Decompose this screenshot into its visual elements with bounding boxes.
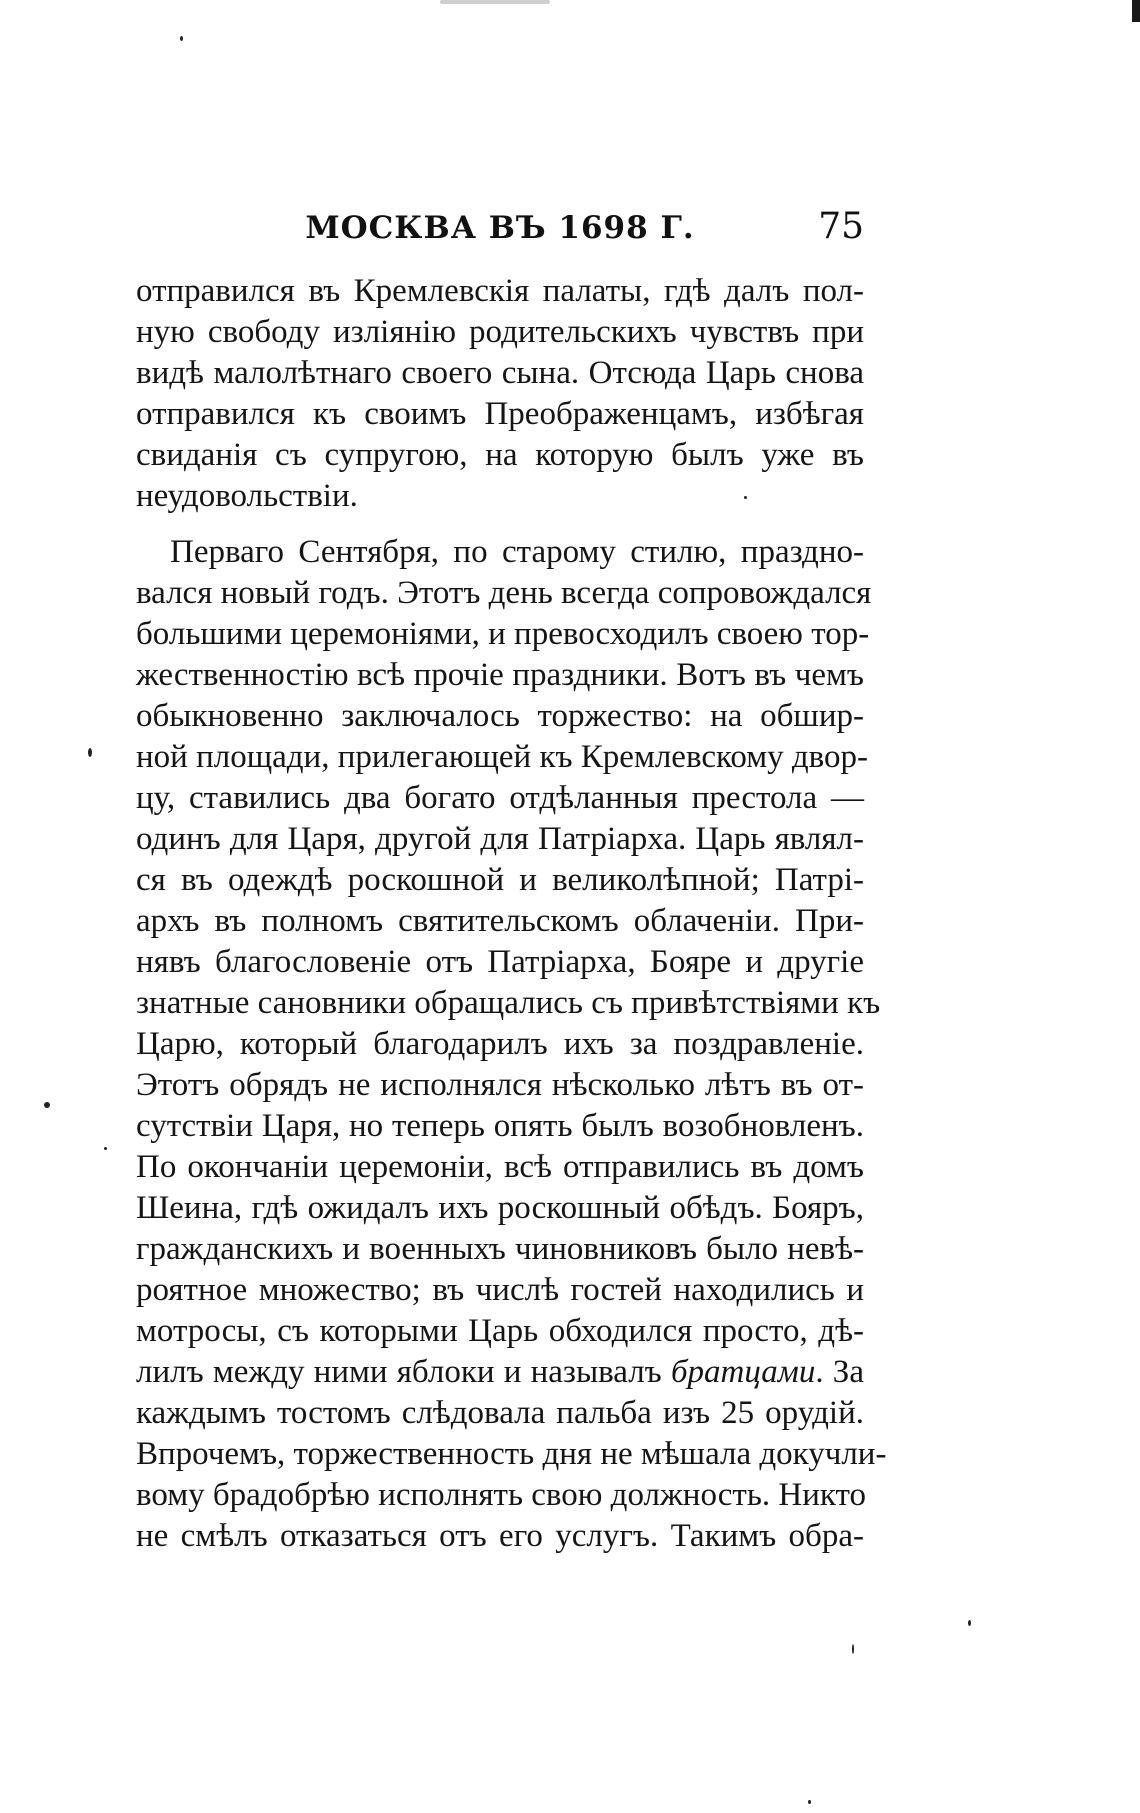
text-line: неудовольствіи.: [136, 478, 358, 514]
scan-speck: [852, 1644, 854, 1654]
italic-word: братцами: [670, 1354, 816, 1390]
scan-speck: [808, 1800, 811, 1804]
scan-speck: [88, 748, 92, 757]
text-line: сутствіи Царя, но теперь опять былъ возобновленъ.: [136, 1108, 864, 1144]
text-line: цу, ставились два богато отдѣланныя престола —: [136, 780, 864, 816]
scan-speck: [968, 1620, 971, 1626]
text-segment: лилъ между ними яблоки и называлъ: [136, 1354, 671, 1390]
running-title: МОСКВА ВЪ 1698 Г.: [305, 210, 695, 246]
text-line: Царю, который благодарилъ ихъ за поздравленіе.: [136, 1026, 864, 1062]
text-line: Перваго Сентября, по старому стилю, праздно-: [170, 534, 864, 570]
text-line: ной площади, прилегающей къ Кремлевскому двор-: [136, 739, 868, 775]
text-line: гражданскихъ и военныхъ чиновниковъ было невѣ-: [136, 1231, 864, 1267]
text-line: архъ въ полномъ святительскомъ облаченіи. При-: [136, 903, 864, 939]
text-line: По окончаніи церемоніи, всѣ отправились въ домъ: [136, 1149, 864, 1185]
text-line: Этотъ обрядъ не исполнялся нѣсколько лѣтъ въ от-: [136, 1067, 864, 1103]
running-head: [130, 206, 870, 258]
text-line: знатные сановники обращались съ привѣтствіями къ: [136, 985, 881, 1021]
body-text: [136, 271, 887, 1557]
text-line: нявъ благословеніе отъ Патріарха, Бояре и другіе: [136, 944, 864, 980]
text-line: вался новый годъ. Этотъ день всегда сопровождался: [136, 575, 872, 611]
scan-speck: [744, 496, 747, 499]
scan-speck: [180, 36, 183, 41]
text-line: жественностію всѣ прочіе праздники. Вотъ въ чемъ: [136, 657, 864, 693]
text-line: видѣ малолѣтнаго своего сына. Отсюда Царь снова: [136, 355, 864, 391]
text-line: каждымъ тостомъ слѣдовала пальба изъ 25 орудій.: [136, 1395, 864, 1431]
text-line: роятное множество; въ числѣ гостей находились и: [136, 1272, 864, 1308]
text-line: Впрочемъ, торжественность дня не мѣшала докучли-: [136, 1436, 887, 1472]
text-line: большими церемоніями, и превосходилъ своею тор-: [136, 616, 870, 652]
text-line: свиданія съ супругою, на которую былъ уже въ: [136, 437, 864, 473]
text-line: Шеина, гдѣ ожидалъ ихъ роскошный обѣдъ. Бояръ,: [136, 1190, 864, 1226]
text-line: ся въ одеждѣ роскошной и великолѣпной; Патрі-: [136, 862, 864, 898]
text-line-with-italic: [136, 1352, 864, 1393]
text-segment: . За: [815, 1354, 864, 1390]
scan-speck: [44, 1102, 50, 1108]
text-line: не смѣлъ отказаться отъ его услугъ. Такимъ обра-: [136, 1518, 864, 1554]
scan-speck: [104, 1147, 107, 1150]
text-line: отправился въ Кремлевскія палаты, гдѣ далъ пол-: [136, 273, 864, 309]
scan-edge-mark: [1132, 0, 1140, 22]
text-line: ную свободу изліянію родительскихъ чувствъ при: [136, 314, 864, 350]
text-line: обыкновенно заключалось торжество: на обшир-: [136, 698, 864, 734]
page-number: 75: [818, 206, 864, 247]
text-line: одинъ для Царя, другой для Патріарха. Царь являл-: [136, 821, 864, 857]
text-line: вому брадобрѣю исполнять свою должность. Никто: [136, 1477, 866, 1513]
text-line: мотросы, съ которыми Царь обходился просто, дѣ-: [136, 1313, 864, 1349]
scan-smudge: [440, 0, 550, 4]
text-line: отправился къ своимъ Преображенцамъ, избѣгая: [136, 396, 864, 432]
paragraph-gap: [136, 517, 864, 532]
